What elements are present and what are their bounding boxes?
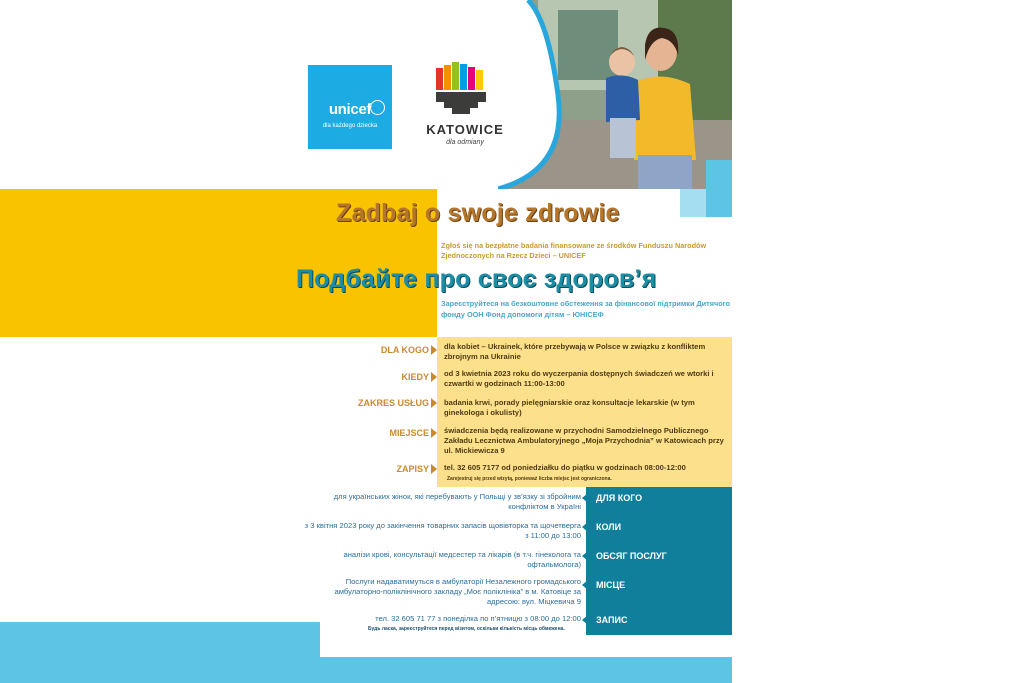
ua-text-registration: тел. 32 605 71 77 з понеділка по п’ятницю з 08:00 до 12:00 bbox=[375, 614, 581, 623]
pl-label-registration: ZAPISY bbox=[396, 464, 429, 474]
ukrainian-info-panel bbox=[586, 487, 732, 635]
ua-text-place: Послуги надаватимуться в амбулаторії Незалежного громадського амбулаторно-поліклінічного закладу „Моє поліклініка” в м. Катовіце за адресою: вул. Міцкевича 9 bbox=[334, 577, 581, 606]
decor-square bbox=[706, 189, 732, 217]
ua-label-place: МІСЦЕ bbox=[596, 580, 626, 590]
arrow-left-icon bbox=[582, 493, 588, 503]
katowice-tagline: dla odmiany bbox=[446, 139, 484, 146]
unicef-tagline: dla każdego dziecka bbox=[322, 123, 378, 129]
ua-label-for-whom: ДЛЯ КОГО bbox=[596, 493, 643, 503]
pl-text-registration: tel. 32 605 7177 od poniedziałku do piątku w godzinach 08:00-12:00 bbox=[444, 463, 686, 472]
pl-label-place: MIEJSCE bbox=[389, 428, 429, 438]
pl-text-for-whom: dla kobiet – Ukrainek, które przebywają w Polsce w związku z konfliktem zbrojnym na Ukrainie bbox=[444, 342, 706, 361]
unicef-logo bbox=[308, 65, 392, 149]
pl-note: Zarejestruj się przed wizytą, ponieważ liczba miejsc jest ograniczona. bbox=[447, 476, 612, 482]
pl-text-when: od 3 kwietnia 2023 roku do wyczerpania dostępnych świadczeń we wtorki i czwartki w godzinach 11:00-13:00 bbox=[444, 369, 714, 388]
mother-child-photo bbox=[498, 0, 732, 189]
pl-text-services: badania krwi, porady pielęgniarskie oraz konsultacje lekarskie (w tym ginekologa i okulisty) bbox=[444, 398, 695, 417]
ua-text-when: з 3 квітня 2023 року до закінчення товарних запасів щовівторка та щочетверга з 11:00 до 13:00 bbox=[304, 521, 581, 540]
arrow-left-icon bbox=[582, 522, 588, 532]
ua-text-services: аналізи крові, консультації медсестер та лікарів (в т.ч. гінеколога та офтальмолога) bbox=[343, 550, 581, 569]
ua-label-services: ОБСЯГ ПОСЛУГ bbox=[596, 551, 667, 561]
katowice-name: KATOWICE bbox=[426, 122, 504, 137]
decor-square bbox=[706, 160, 732, 189]
pl-label-when: KIEDY bbox=[401, 372, 429, 382]
arrow-right-icon bbox=[431, 345, 437, 355]
pl-text-place: świadczenia będą realizowane w przychodni Samodzielnego Publicznego Zakładu Lecznictwa Ambulatoryjnego „Moja Przychodnia” w Katowicach przy ul. Mickiewicza 9 bbox=[444, 426, 724, 455]
arrow-left-icon bbox=[582, 615, 588, 625]
blue-wave-left bbox=[0, 622, 320, 683]
ua-text-for-whom: для українських жінок, які перебувають у Польщі у зв’язку зі збройним конфліктом в Україні bbox=[333, 492, 581, 511]
pl-label-for-whom: DLA KOGO bbox=[380, 345, 429, 355]
katowice-logo-icon bbox=[432, 62, 490, 118]
unicef-globe-icon bbox=[370, 100, 385, 115]
unicef-name: unicef bbox=[328, 101, 372, 118]
title-polish: Zadbaj o swoje zdrowie bbox=[336, 199, 620, 227]
title-ukrainian: Подбайте про своє здоров’я bbox=[296, 265, 657, 293]
arrow-left-icon bbox=[582, 580, 588, 590]
intro-polish: Zgłoś się na bezpłatne badania finansowane ze środków Funduszu Narodów Zjednoczonych na Rzecz Dzieci – UNICEF bbox=[441, 241, 707, 260]
arrow-right-icon bbox=[431, 398, 437, 408]
arrow-right-icon bbox=[431, 428, 437, 438]
arrow-right-icon bbox=[431, 464, 437, 474]
ua-label-when: КОЛИ bbox=[596, 522, 622, 532]
blue-strip-bottom bbox=[320, 657, 732, 683]
ua-label-registration: ЗАПИС bbox=[596, 615, 628, 625]
arrow-right-icon bbox=[431, 372, 437, 382]
pl-label-services: ZAKRES USŁUG bbox=[357, 398, 429, 408]
ua-note: Будь ласка, зареєструйтеся перед візитом, оскільки кількість місць обмежена. bbox=[368, 626, 565, 632]
arrow-left-icon bbox=[582, 551, 588, 561]
intro-ukrainian: Зареєструйтеся на безкоштовне обстеження за фінансової підтримки Дитячого фонду ООН Фонд допомоги дітям – ЮНІСЕФ bbox=[441, 299, 731, 319]
